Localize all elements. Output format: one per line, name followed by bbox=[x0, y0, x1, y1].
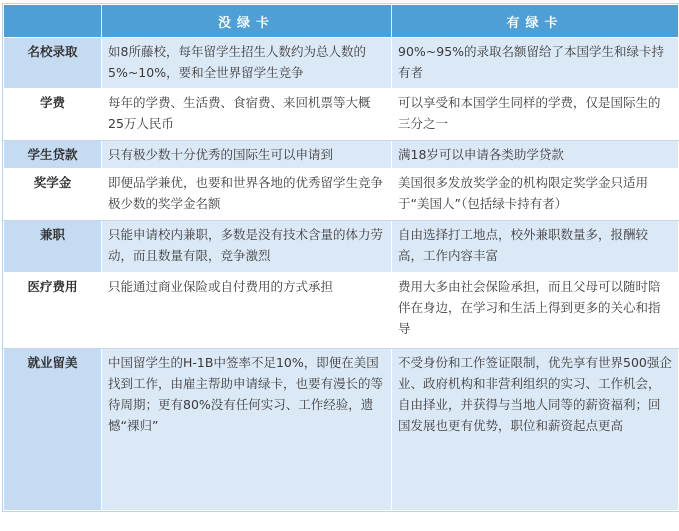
with-card-cell: 可以享受和本国学生同样的学费，仅是国际生的三分之一 bbox=[392, 89, 679, 141]
table-row bbox=[4, 141, 679, 169]
no-card-cell: 如8所藤校，每年留学生招生人数约为总人数的5%~10%，要和全世界留学生竞争 bbox=[102, 38, 392, 89]
row-label: 就业留美 bbox=[4, 349, 102, 511]
no-card-cell: 只能通过商业保险或自付费用的方式承担 bbox=[102, 273, 392, 349]
header-with-green-card: 有绿卡 bbox=[392, 5, 679, 38]
no-card-cell: 只有极少数十分优秀的国际生可以申请到 bbox=[102, 141, 392, 169]
with-card-cell: 满18岁可以申请各类助学贷款 bbox=[392, 141, 679, 169]
green-card-comparison-table bbox=[3, 4, 679, 511]
no-card-cell: 中国留学生的H-1B中签率不足10%，即便在美国找到工作，由雇主帮助申请绿卡，也要有漫长的等待周期；更有80%没有任何实习、工作经验，遗憾“裸归” bbox=[102, 349, 392, 511]
no-card-cell: 即便品学兼优，也要和世界各地的优秀留学生竞争极少数的奖学金名额 bbox=[102, 169, 392, 221]
row-label: 名校录取 bbox=[4, 38, 102, 89]
with-card-cell: 不受身份和工作签证限制，优先享有世界500强企业、政府机构和非营利组织的实习、工作机会，自由择业，并获得与当地人同等的薪资福利；回国发展也更有优势，职位和薪资起点更高 bbox=[392, 349, 679, 511]
header-no-green-card: 没绿卡 bbox=[102, 5, 392, 38]
row-label: 奖学金 bbox=[4, 169, 102, 221]
with-card-cell: 费用大多由社会保险承担，而且父母可以随时陪伴在身边，在学习和生活上得到更多的关心和指导 bbox=[392, 273, 679, 349]
table-row bbox=[4, 349, 679, 511]
table-header-row bbox=[4, 5, 679, 38]
table-row bbox=[4, 38, 679, 89]
row-label: 学费 bbox=[4, 89, 102, 141]
with-card-cell: 美国很多发放奖学金的机构限定奖学金只适用于“美国人”（包括绿卡持有者） bbox=[392, 169, 679, 221]
row-label: 兼职 bbox=[4, 221, 102, 273]
table-row bbox=[4, 273, 679, 349]
table-row bbox=[4, 221, 679, 273]
header-blank-cell bbox=[4, 5, 102, 38]
table-row bbox=[4, 169, 679, 221]
no-card-cell: 只能申请校内兼职，多数是没有技术含量的体力劳动，而且数量有限，竞争激烈 bbox=[102, 221, 392, 273]
table-row bbox=[4, 89, 679, 141]
no-card-cell: 每年的学费、生活费、食宿费、来回机票等大概25万人民币 bbox=[102, 89, 392, 141]
row-label: 学生贷款 bbox=[4, 141, 102, 169]
with-card-cell: 90%~95%的录取名额留给了本国学生和绿卡持有者 bbox=[392, 38, 679, 89]
with-card-cell: 自由选择打工地点，校外兼职数量多，报酬较高，工作内容丰富 bbox=[392, 221, 679, 273]
row-label: 医疗费用 bbox=[4, 273, 102, 349]
comparison-table-container bbox=[2, 3, 679, 512]
